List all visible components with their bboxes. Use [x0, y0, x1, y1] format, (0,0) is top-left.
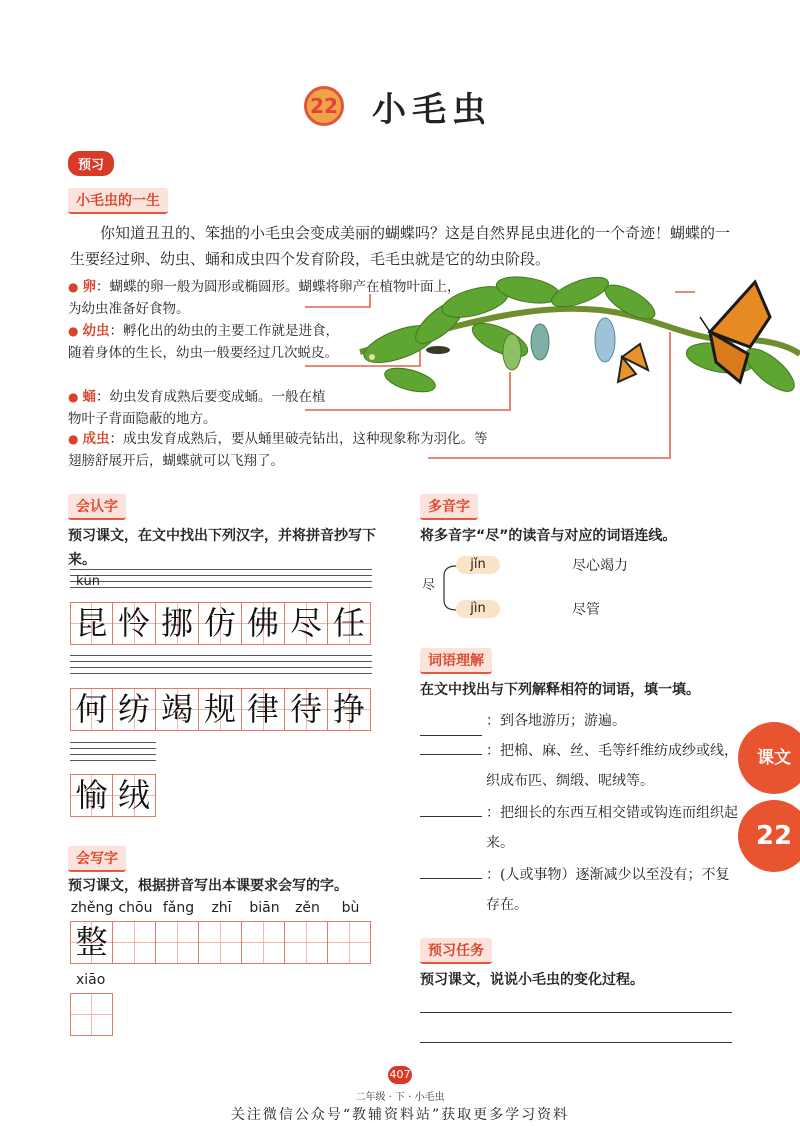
life-cycle-tag: 小毛虫的一生	[68, 188, 168, 214]
example-pinyin: kūn	[76, 574, 101, 589]
write-box[interactable]	[70, 993, 113, 1036]
write-grid-row	[70, 921, 371, 964]
side-tab-label: 课文	[738, 722, 800, 794]
char-box: 纺	[113, 688, 156, 731]
pinyin: xiāo	[76, 972, 106, 988]
write-instruction: 预习课文，根据拼音写出本课要求会写的字。	[68, 878, 348, 894]
vocab-item	[420, 706, 740, 736]
pinyin: fǎng	[162, 900, 195, 916]
answer-blank-3[interactable]	[420, 798, 484, 817]
pinyin: biān	[249, 900, 280, 916]
answer-blank-2[interactable]	[420, 736, 484, 755]
char-box: 仿	[199, 602, 242, 645]
task-instruction: 预习课文，说说小毛虫的变化过程。	[420, 972, 644, 988]
write-box[interactable]	[328, 921, 371, 964]
answer-line[interactable]	[420, 1012, 732, 1013]
pinyin-lines-row1	[70, 569, 372, 588]
write-box[interactable]	[242, 921, 285, 964]
vocab-tag: 词语理解	[420, 648, 492, 674]
stage-text: ：蝴蝶的卵一般为圆形或椭圆形。蝴蝶将卵产在植物叶面上，为幼虫准备好食物。	[68, 279, 461, 317]
char-box: 何	[70, 688, 113, 731]
recognize-instruction: 预习课文，在文中找出下列汉字，并将拼音抄写下来。	[68, 528, 376, 568]
side-tab-number: 22	[738, 800, 800, 872]
stage-larva: ● 幼虫：孵化出的幼虫的主要工作就是进食，随着身体的生长，幼虫一般要经过几次蜕皮。	[68, 323, 339, 361]
char-box: 挪	[156, 602, 199, 645]
write-box[interactable]	[113, 921, 156, 964]
write-pinyin-row	[70, 900, 372, 916]
book-info: 二年级 · 下 · 小毛虫	[355, 1092, 445, 1103]
polyphone-instruction: 将多音字“尽”的读音与对应的词语连线。	[420, 528, 677, 544]
answer-blank[interactable]	[420, 721, 482, 736]
pinyin-lines-row2	[70, 655, 372, 674]
recognize-row-3	[70, 774, 156, 817]
stage-text: ：成虫发育成熟后，要从蛹里破壳钻出，这种现象称为羽化。等翅膀舒展开后，蝴蝶就可以飞翔了。	[68, 431, 488, 469]
char-box: 怜	[113, 602, 156, 645]
pinyin: zhī	[211, 900, 232, 916]
stage-pupa: ● 蛹：幼虫发育成熟后要变成蛹。一般在植物叶子背面隐蔽的地方。	[68, 389, 326, 427]
stage-egg: ● 卵：蝴蝶的卵一般为圆形或椭圆形。蝴蝶将卵产在植物叶面上，为幼虫准备好食物。	[68, 279, 461, 317]
pinyin: zěn	[295, 900, 320, 916]
recognize-tag: 会认字	[68, 494, 126, 520]
pupa-clear	[595, 318, 615, 362]
reading-jin4[interactable]: jìn	[456, 600, 500, 618]
pupa-teal	[531, 324, 549, 360]
char-box: 律	[242, 688, 285, 731]
pinyin: bù	[341, 900, 360, 916]
char-box: 挣	[328, 688, 371, 731]
char-box: 竭	[156, 688, 199, 731]
char-box: 任	[328, 602, 371, 645]
char-box: 愉	[70, 774, 113, 817]
vocab-instruction: 在文中找出与下列解释相符的词语，填一填。	[420, 682, 700, 698]
char-box: 绒	[113, 774, 156, 817]
char-box: 佛	[242, 602, 285, 645]
page-title: 小毛虫	[372, 90, 492, 130]
caterpillar	[426, 346, 450, 354]
write-box[interactable]: 整	[70, 921, 113, 964]
stage-text: ：孵化出的幼虫的主要工作就是进食，随着身体的生长，幼虫一般要经过几次蜕皮。	[68, 323, 339, 361]
life-cycle-intro: 你知道丑丑的、笨拙的小毛虫会变成美丽的蝴蝶吗？这是自然界昆虫进化的一个奇迹！蝴蝶的一生要经过卵、幼虫、蛹和成虫四个发育阶段，毛毛虫就是它的幼虫阶段。	[70, 224, 731, 268]
watermark: 关注微信公众号“教辅资料站”获取更多学习资料	[230, 1107, 570, 1123]
stage-name: 蛹	[82, 389, 96, 405]
vocab-definition: ：把细长的东西互相交错或钩连而组织起来。	[486, 805, 738, 851]
preview-pill: 预习	[68, 151, 114, 176]
reading-jin3[interactable]: jǐn	[456, 556, 500, 574]
answer-blank-4[interactable]	[420, 860, 484, 879]
vocab-definition: ：(人或事物）逐渐减少以至没有；不复存在。	[486, 867, 730, 913]
pupa-green	[503, 334, 521, 370]
pinyin: chōu	[118, 900, 153, 916]
vocab-definition: ：到各地游历；游遍。	[486, 713, 626, 729]
word-option[interactable]: 尽管	[572, 602, 600, 618]
write-tag: 会写字	[68, 846, 126, 872]
page-number: 407	[388, 1066, 412, 1084]
stage-name: 卵	[82, 279, 96, 295]
answer-line[interactable]	[420, 1042, 732, 1043]
emerging-butterfly	[618, 344, 648, 382]
polyphone-char: 尽	[422, 578, 436, 593]
char-box: 昆	[70, 602, 113, 645]
pinyin-lines-row3	[70, 742, 156, 761]
egg	[369, 354, 375, 360]
butterfly-life-cycle-illustration	[300, 262, 800, 472]
write-box[interactable]	[199, 921, 242, 964]
stage-text: ：幼虫发育成熟后要变成蛹。一般在植物叶子背面隐蔽的地方。	[68, 389, 326, 427]
recognize-row-2	[70, 688, 371, 731]
pinyin: zhěng	[70, 900, 114, 916]
write-grid-row-2	[70, 993, 113, 1036]
write-box[interactable]	[285, 921, 328, 964]
recognize-row-1	[70, 602, 371, 645]
stage-name: 成虫	[82, 431, 110, 447]
char-box: 待	[285, 688, 328, 731]
stage-name: 幼虫	[82, 323, 110, 339]
lesson-number-badge: 22	[304, 86, 344, 126]
write-box[interactable]	[156, 921, 199, 964]
char-box: 规	[199, 688, 242, 731]
task-tag: 预习任务	[420, 938, 492, 964]
char-box: 尽	[285, 602, 328, 645]
vocab-definition: ：把棉、麻、丝、毛等纤维纺成纱或线，织成布匹、绸缎、呢绒等。	[486, 743, 738, 789]
polyphone-tag: 多音字	[420, 494, 478, 520]
word-option[interactable]: 尽心竭力	[572, 558, 628, 574]
stage-adult: ● 成虫：成虫发育成熟后，要从蛹里破壳钻出，这种现象称为羽化。等翅膀舒展开后，蝴蝶就可以飞翔了。	[68, 431, 488, 469]
